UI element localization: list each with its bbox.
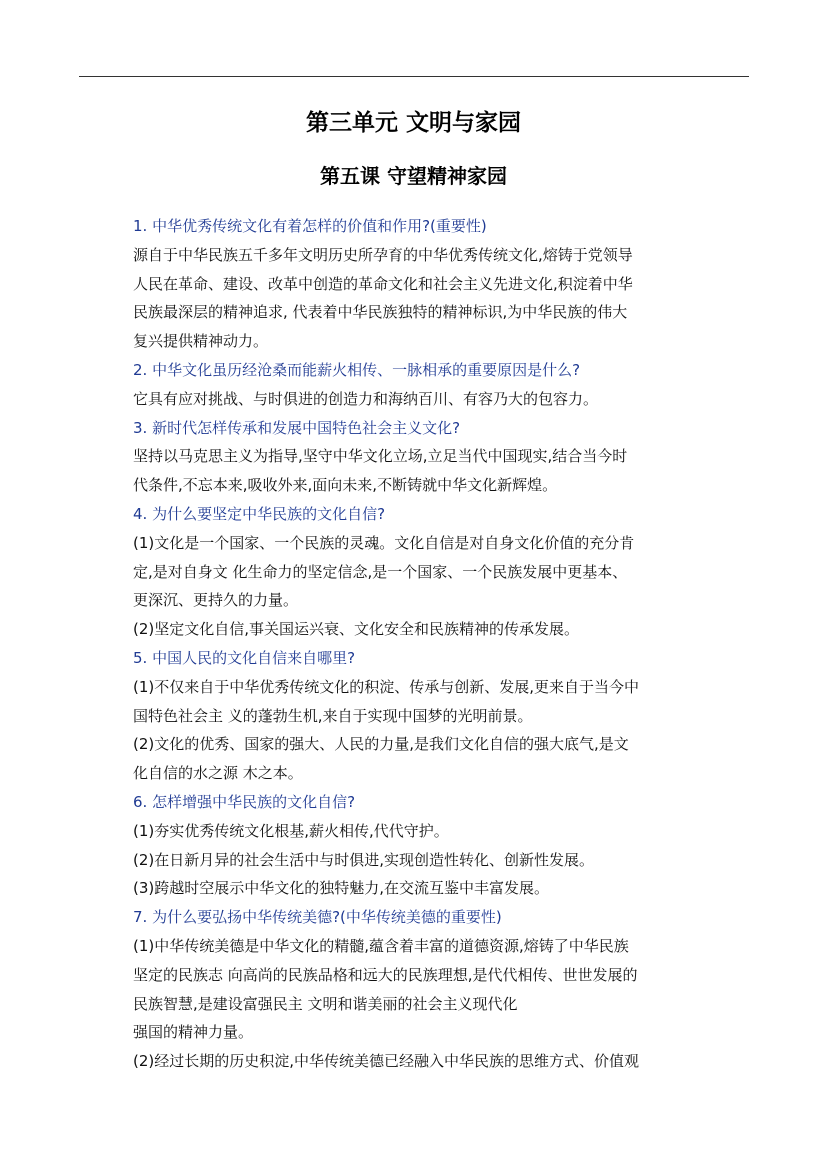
answer-line: (1)中华传统美德是中华文化的精髓,蕴含着丰富的道德资源,熔铸了中华民族 bbox=[133, 936, 629, 955]
question-heading: 1. 中华优秀传统文化有着怎样的价值和作用?(重要性) bbox=[133, 217, 487, 235]
answer-line: 它具有应对挑战、与时俱进的创造力和海纳百川、有容乃大的包容力。 bbox=[133, 389, 599, 408]
answer-line: 代条件,不忘本来,吸收外来,面向未来,不断铸就中华文化新辉煌。 bbox=[133, 476, 558, 495]
answer-line: 民族智慧,是建设富强民主 文明和谐美丽的社会主义现代化 bbox=[133, 994, 518, 1013]
answer-line: 化自信的水之源 木之本。 bbox=[133, 764, 303, 783]
answer-line: 更深沉、更持久的力量。 bbox=[133, 591, 299, 610]
question-heading: 5. 中国人民的文化自信来自哪里? bbox=[133, 648, 356, 667]
answer-line: (1)不仅来自于中华优秀传统文化的积淀、传承与创新、发展,更来自于当今中 bbox=[133, 677, 640, 696]
answer-line: 源自于中华民族五千多年文明历史所孕育的中华优秀传统文化,熔铸于党领导 bbox=[133, 245, 633, 264]
answer-line: 国特色社会主 义的蓬勃生机,来自于实现中国梦的光明前景。 bbox=[133, 706, 533, 725]
question-heading: 7. 为什么要弘扬中华传统美德?(中华传统美德的重要性) bbox=[133, 908, 502, 927]
header-rule bbox=[79, 76, 749, 77]
answer-line: (2)经过长期的历史积淀,中华传统美德已经融入中华民族的思维方式、价值观 bbox=[133, 1052, 640, 1071]
answer-line: 强国的精神力量。 bbox=[133, 1023, 254, 1042]
answer-line: (2)坚定文化自信,事关国运兴衰、文化安全和民族精神的传承发展。 bbox=[133, 620, 580, 639]
question-heading: 2. 中华文化虽历经沧桑而能薪火相传、一脉相承的重要原因是什么? bbox=[133, 360, 581, 379]
answer-line: 坚持以马克思主义为指导,坚守中华文化立场,立足当代中国现实,结合当今时 bbox=[133, 447, 628, 466]
answer-line: 坚定的民族志 向高尚的民族品格和远大的民族理想,是代代相传、世世发展的 bbox=[133, 965, 638, 984]
answer-line: (3)跨越时空展示中华文化的独特魅力,在交流互鉴中丰富发展。 bbox=[133, 879, 550, 898]
answer-line: 复兴提供精神动力。 bbox=[133, 332, 269, 351]
answer-line: 定,是对自身文 化生命力的坚定信念,是一个国家、一个民族发展中更基本、 bbox=[133, 562, 628, 581]
question-heading: 3. 新时代怎样传承和发展中国特色社会主义文化? bbox=[133, 418, 461, 437]
answer-line: (1)文化是一个国家、一个民族的灵魂。文化自信是对自身文化价值的充分肯 bbox=[133, 533, 635, 552]
answer-line: (2)在日新月异的社会生活中与时俱进,实现创造性转化、创新性发展。 bbox=[133, 850, 595, 869]
answer-line: 民族最深层的精神追求, 代表着中华民族独特的精神标识,为中华民族的伟大 bbox=[133, 303, 628, 322]
answer-line: 人民在革命、建设、改革中创造的革命文化和社会主义先进文化,积淀着中华 bbox=[133, 274, 633, 293]
answer-line: (1)夯实优秀传统文化根基,薪火相传,代代守护。 bbox=[133, 821, 449, 840]
document-body bbox=[133, 212, 705, 1076]
answer-line: (2)文化的优秀、国家的强大、人民的力量,是我们文化自信的强大底气,是文 bbox=[133, 735, 629, 754]
question-heading: 4. 为什么要坚定中华民族的文化自信? bbox=[133, 504, 386, 523]
question-heading: 6. 怎样增强中华民族的文化自信? bbox=[133, 792, 356, 811]
lesson-title: 第五课 守望精神家园 bbox=[320, 164, 507, 188]
unit-title: 第三单元 文明与家园 bbox=[305, 110, 521, 136]
